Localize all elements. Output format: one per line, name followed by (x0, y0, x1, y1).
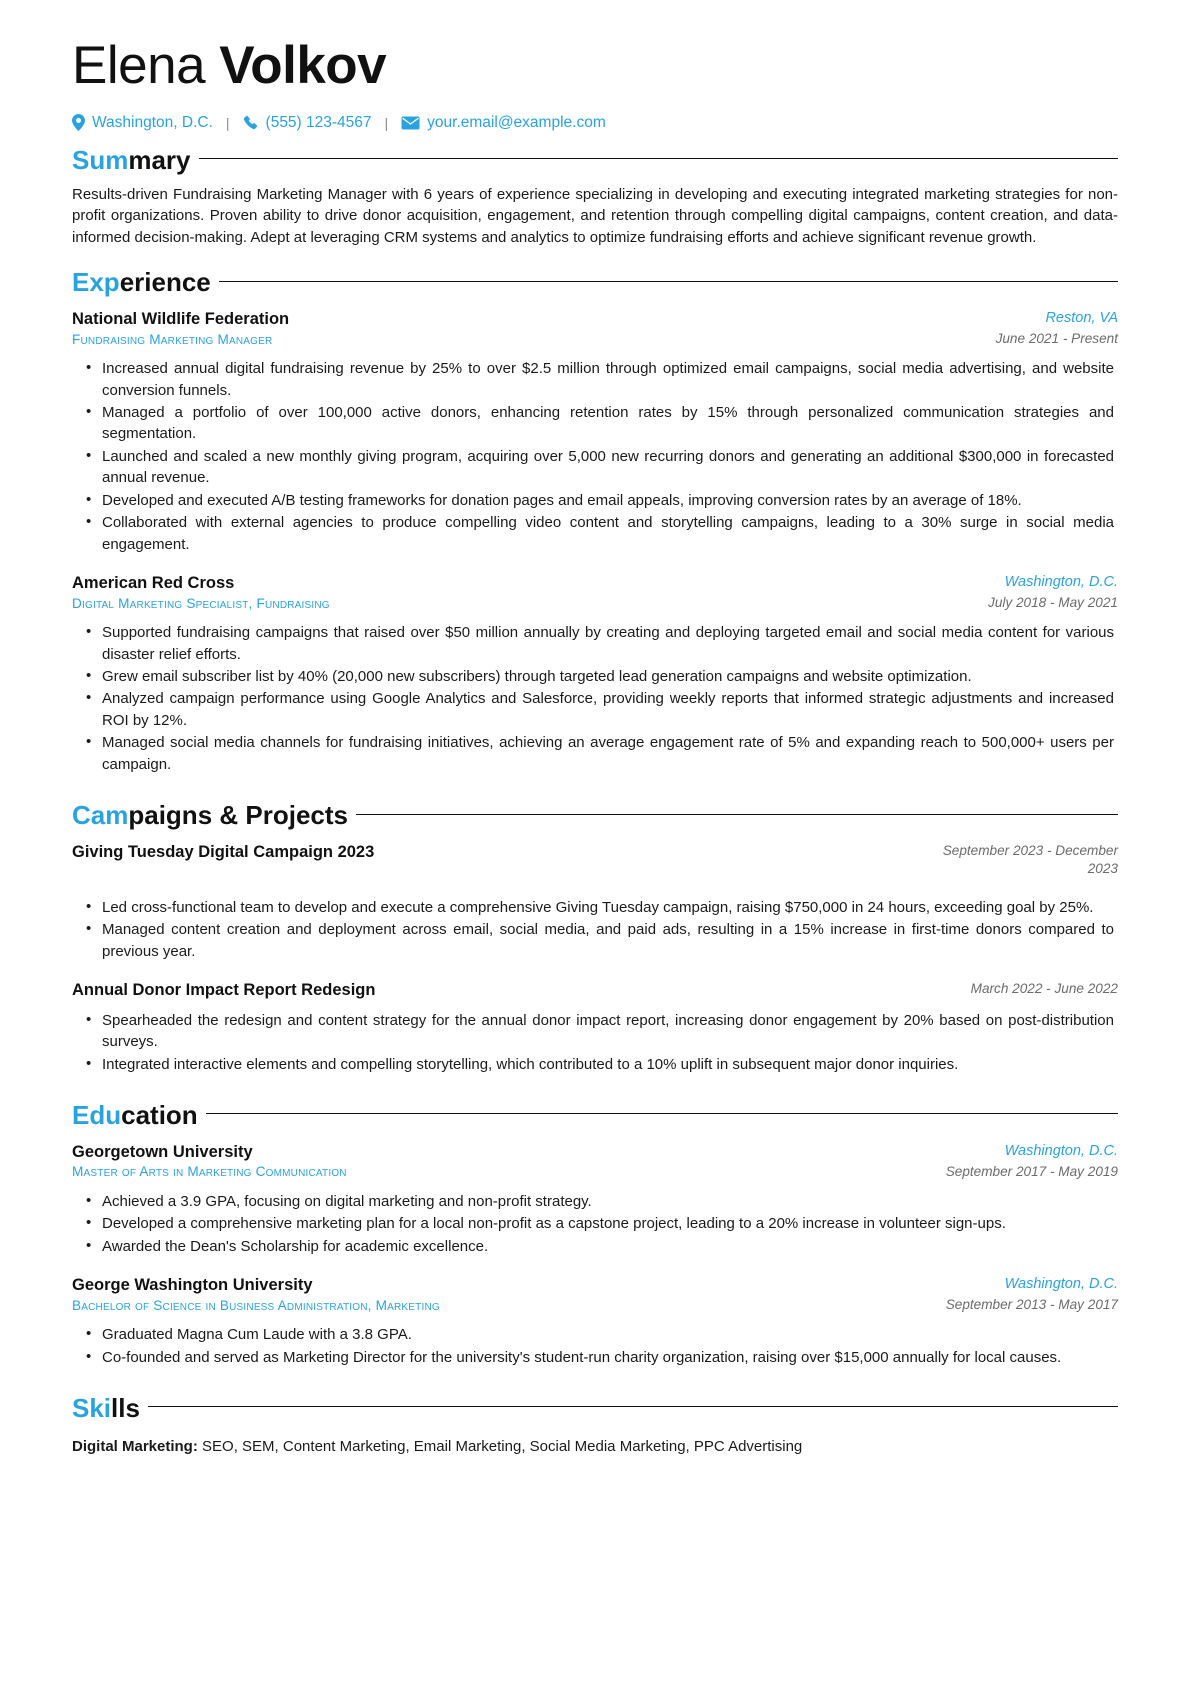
experience-entry (72, 309, 1118, 555)
list-item: • Managed content creation and deployment across email, social media, and paid ads, resulting in a 15% increase in first-time donors compared to previous year. (102, 919, 1118, 962)
skills-heading (72, 1394, 1118, 1424)
campaigns-title-rest: paigns & Projects (128, 800, 348, 831)
job-location: Washington, D.C. (1004, 574, 1118, 591)
school-dates: September 2013 - May 2017 (945, 1296, 1118, 1312)
education-entry (72, 1275, 1118, 1368)
bullet-list (72, 1010, 1118, 1075)
section-divider (206, 1113, 1118, 1114)
envelope-icon (401, 116, 420, 130)
location-pin-icon (72, 114, 85, 131)
list-item: • Developed a comprehensive marketing plan for a local non-profit as a capstone project, leading to a 20% increase in volunteer sign-ups. (102, 1213, 1118, 1234)
section-campaigns (72, 801, 1118, 1075)
education-title-highlight: Edu (72, 1099, 122, 1130)
contact-email-text: your.email@example.com (427, 113, 606, 131)
bullet-list (72, 358, 1118, 555)
school-name: Georgetown University (72, 1142, 253, 1161)
skill-line (72, 1436, 1118, 1459)
skills-title-rest: lls (111, 1392, 140, 1423)
skill-category: Digital Marketing: (72, 1437, 198, 1455)
campaign-name: Annual Donor Impact Report Redesign (72, 981, 376, 1000)
list-item: • Co-founded and served as Marketing Director for the university's student-run charity organization, raising over $15,000 annually for local causes. (102, 1347, 1118, 1368)
skill-items: SEO, SEM, Content Marketing, Email Marketing, Social Media Marketing, PPC Advertising (202, 1437, 803, 1455)
education-heading (72, 1101, 1118, 1131)
contact-location-text: Washington, D.C. (92, 113, 213, 131)
page-title (72, 38, 1118, 94)
phone-icon (243, 115, 259, 131)
list-item: • Led cross-functional team to develop and execute a comprehensive Giving Tuesday campaign, raising $750,000 in 24 hours, exceeding goal by 25%. (102, 897, 1118, 918)
list-item: • Supported fundraising campaigns that raised over $50 million annually by creating and deploying targeted email and social media content for various disaster relief efforts. (102, 622, 1118, 665)
list-item: • Collaborated with external agencies to produce compelling video content and storytelling campaigns, leading to a 30% surge in social media engagement. (102, 512, 1118, 555)
list-item: • Awarded the Dean's Scholarship for academic excellence. (102, 1236, 1118, 1257)
job-location: Reston, VA (1045, 310, 1118, 327)
bullet-list (72, 897, 1118, 962)
experience-title-highlight: Exp (72, 267, 120, 298)
campaign-name: Giving Tuesday Digital Campaign 2023 (72, 843, 375, 862)
summary-text: Results-driven Fundraising Marketing Manager with 6 years of experience specializing in developing and executing integrated marketing strategies for non-profit organizations. Proven ability to drive donor acquisition, engagement, and retention through compelling digital campaigns, content creation, and data-informed decision-making. Adept at leveraging CRM systems and analytics to optimize fundraising efforts and achieve significant revenue growth. (72, 185, 1118, 246)
experience-entry (72, 573, 1118, 775)
school-name: George Washington University (72, 1276, 313, 1295)
school-location: Washington, D.C. (1004, 1142, 1118, 1159)
contact-phone-text: (555) 123-4567 (265, 113, 372, 131)
first-name: Elena (72, 36, 206, 95)
section-divider (148, 1406, 1118, 1407)
list-item: • Increased annual digital fundraising revenue by 25% to over $2.5 million through optimized email campaigns, social media advertising, and website conversion funnels. (102, 358, 1118, 401)
bullet-list (72, 1324, 1118, 1368)
campaign-dates: March 2022 - June 2022 (970, 981, 1118, 997)
employer-name: National Wildlife Federation (72, 310, 290, 329)
campaign-dates: September 2023 - December 2023 (942, 843, 1118, 877)
section-divider (219, 281, 1118, 282)
contact-separator-2: | (384, 114, 389, 131)
campaigns-heading (72, 801, 1118, 831)
section-divider (356, 814, 1118, 815)
school-location: Washington, D.C. (1004, 1276, 1118, 1293)
section-skills (72, 1394, 1118, 1458)
education-title-rest: cation (121, 1099, 198, 1130)
bullet-list (72, 622, 1118, 775)
experience-title-rest: erience (119, 267, 211, 298)
contact-email[interactable] (401, 114, 606, 132)
contact-location (72, 114, 213, 132)
job-dates: June 2021 - Present (995, 331, 1118, 347)
list-item: • Managed a portfolio of over 100,000 active donors, enhancing retention rates by 15% through personalized communication strategies and segmentation. (102, 402, 1118, 445)
campaign-entry (72, 842, 1118, 962)
school-dates: September 2017 - May 2019 (945, 1163, 1118, 1179)
summary-title-rest: mary (128, 144, 191, 175)
bullet-list (72, 1191, 1118, 1257)
summary-heading (72, 146, 1118, 176)
degree-name: Master of Arts in Marketing Communication (72, 1164, 347, 1180)
list-item: • Achieved a 3.9 GPA, focusing on digital marketing and non-profit strategy. (102, 1191, 1118, 1212)
education-entry (72, 1142, 1118, 1257)
job-title: Fundraising Marketing Manager (72, 331, 273, 347)
list-item: • Developed and executed A/B testing frameworks for donation pages and email appeals, improving conversion rates by an average of 18%. (102, 490, 1118, 511)
section-education (72, 1101, 1118, 1368)
skills-title-highlight: Ski (72, 1392, 112, 1423)
section-divider (199, 158, 1119, 159)
contact-phone[interactable] (243, 114, 372, 132)
contact-row (72, 114, 1118, 132)
campaigns-title-highlight: Cam (72, 800, 129, 831)
experience-heading (72, 268, 1118, 298)
list-item: • Launched and scaled a new monthly giving program, acquiring over 5,000 new recurring donors and generating an additional $300,000 in forecasted annual revenue. (102, 446, 1118, 489)
list-item: • Spearheaded the redesign and content strategy for the annual donor impact report, increasing donor engagement by 20% based on post-distribution surveys. (102, 1010, 1118, 1053)
list-item: • Managed social media channels for fundraising initiatives, achieving an average engagement rate of 5% and expanding reach to 500,000+ users per campaign. (102, 732, 1118, 775)
last-name: Volkov (219, 36, 387, 95)
list-item: • Analyzed campaign performance using Google Analytics and Salesforce, providing weekly reports that informed strategic adjustments and increased ROI by 12%. (102, 688, 1118, 731)
employer-name: American Red Cross (72, 574, 235, 593)
list-item: • Integrated interactive elements and compelling storytelling, which contributed to a 10% uplift in subsequent major donor inquiries. (102, 1054, 1118, 1075)
summary-title-highlight: Sum (72, 144, 129, 175)
degree-name: Bachelor of Science in Business Administration, Marketing (72, 1297, 440, 1313)
contact-separator-1: | (225, 114, 230, 131)
list-item: • Graduated Magna Cum Laude with a 3.8 GPA. (102, 1324, 1118, 1345)
campaign-entry (72, 980, 1118, 1075)
list-item: • Grew email subscriber list by 40% (20,000 new subscribers) through targeted lead generation campaigns and website optimization. (102, 666, 1118, 687)
job-dates: July 2018 - May 2021 (988, 594, 1118, 610)
section-summary (72, 146, 1118, 249)
section-experience (72, 268, 1118, 775)
job-title: Digital Marketing Specialist, Fundraising (72, 595, 330, 611)
